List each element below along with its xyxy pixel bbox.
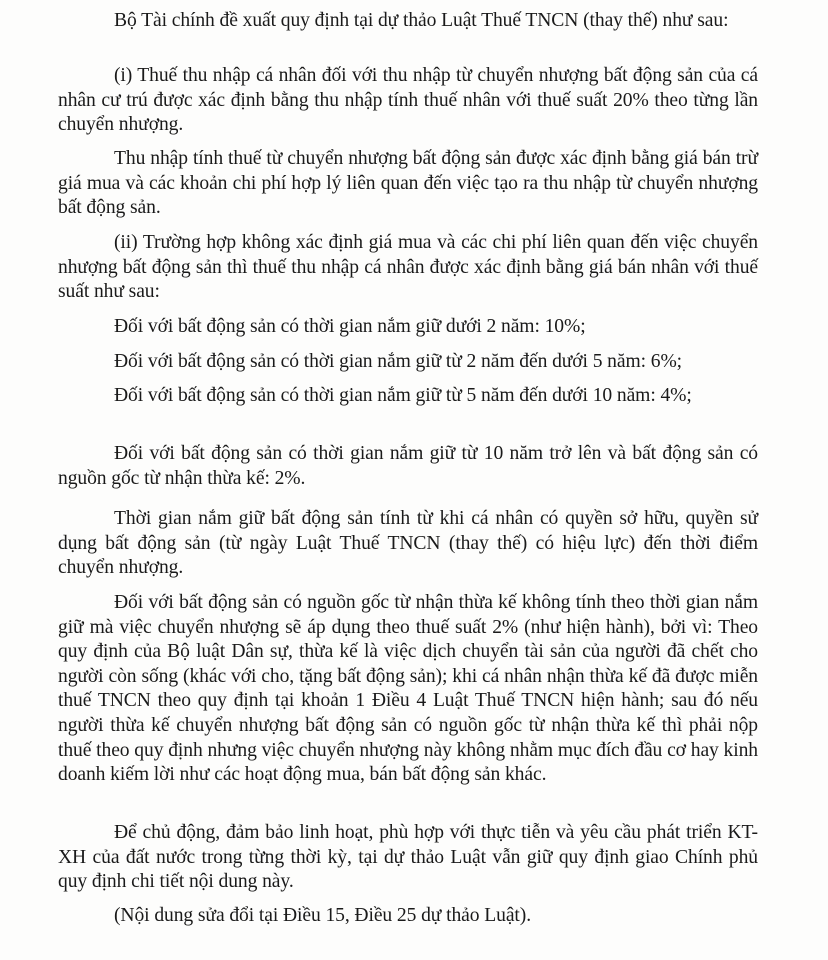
paragraph-rate-5-to-10-years: Đối với bất động sản có thời gian nắm giữ từ 5 năm đến dưới 10 năm: 4%; xyxy=(114,385,692,406)
paragraph-item-ii: (ii) Trường hợp không xác định giá mua và các chi phí liên quan đến việc chuyển nhượng bất động sản thì thuế thu nhập cá nhân được xác định bằng giá bán nhân với thuế suất như sau: xyxy=(58,232,758,303)
paragraph-amendment-note: (Nội dung sửa đổi tại Điều 15, Điều 25 dự thảo Luật). xyxy=(114,905,531,926)
paragraph-item-i: (i) Thuế thu nhập cá nhân đối với thu nhập từ chuyển nhượng bất động sản của cá nhân cư trú được xác định bằng thu nhập tính thuế nhân với thuế suất 20% theo từng lần chuyển nhượng. xyxy=(58,65,758,136)
paragraph-inheritance: Đối với bất động sản có nguồn gốc từ nhận thừa kế không tính theo thời gian nắm giữ mà việc chuyển nhượng sẽ áp dụng theo thuế suất 2% (như hiện hành), bởi vì: Theo quy định của Bộ luật Dân sự, thừa kế là việc dịch chuyển tài sản của người đã chết cho người còn sống (khác với cho, tặng bất động sản); khi cá nhân nhận thừa kế đã được miễn thuế TNCN theo quy định tại khoản 1 Điều 4 Luật Thuế TNCN hiện hành; sau đó nếu người thừa kế chuyển nhượng bất động sản có nguồn gốc từ nhận thừa kế thì phải nộp thuế theo quy định nhưng việc chuyển nhượng này không nhằm mục đích đầu cơ hay kinh doanh kiếm lời như các hoạt động mua, bán bất động sản khác. xyxy=(58,592,758,786)
paragraph-rate-over-10-years: Đối với bất động sản có thời gian nắm giữ từ 10 năm trở lên và bất động sản có nguồn gốc từ nhận thừa kế: 2%. xyxy=(58,443,758,489)
paragraph-intro: Bộ Tài chính đề xuất quy định tại dự thảo Luật Thuế TNCN (thay thế) như sau: xyxy=(114,10,729,31)
paragraph-rate-2-to-5-years: Đối với bất động sản có thời gian nắm giữ từ 2 năm đến dưới 5 năm: 6%; xyxy=(114,351,683,372)
paragraph-holding-period: Thời gian nắm giữ bất động sản tính từ khi cá nhân có quyền sở hữu, quyền sử dụng bất động sản (từ ngày Luật Thuế TNCN (thay thế) có hiệu lực) đến thời điểm chuyển nhượng. xyxy=(58,508,758,579)
paragraph-rate-under-2-years: Đối với bất động sản có thời gian nắm giữ dưới 2 năm: 10%; xyxy=(114,316,586,337)
paragraph-taxable-income: Thu nhập tính thuế từ chuyển nhượng bất động sản được xác định bằng giá bán trừ giá mua và các khoản chi phí hợp lý liên quan đến việc tạo ra thu nhập từ chuyển nhượng bất động sản. xyxy=(58,148,758,219)
paragraph-government-regulation: Để chủ động, đảm bảo linh hoạt, phù hợp với thực tiễn và yêu cầu phát triển KT-XH của đất nước trong từng thời kỳ, tại dự thảo Luật vẫn giữ quy định giao Chính phủ quy định chi tiết nội dung này. xyxy=(58,822,758,893)
